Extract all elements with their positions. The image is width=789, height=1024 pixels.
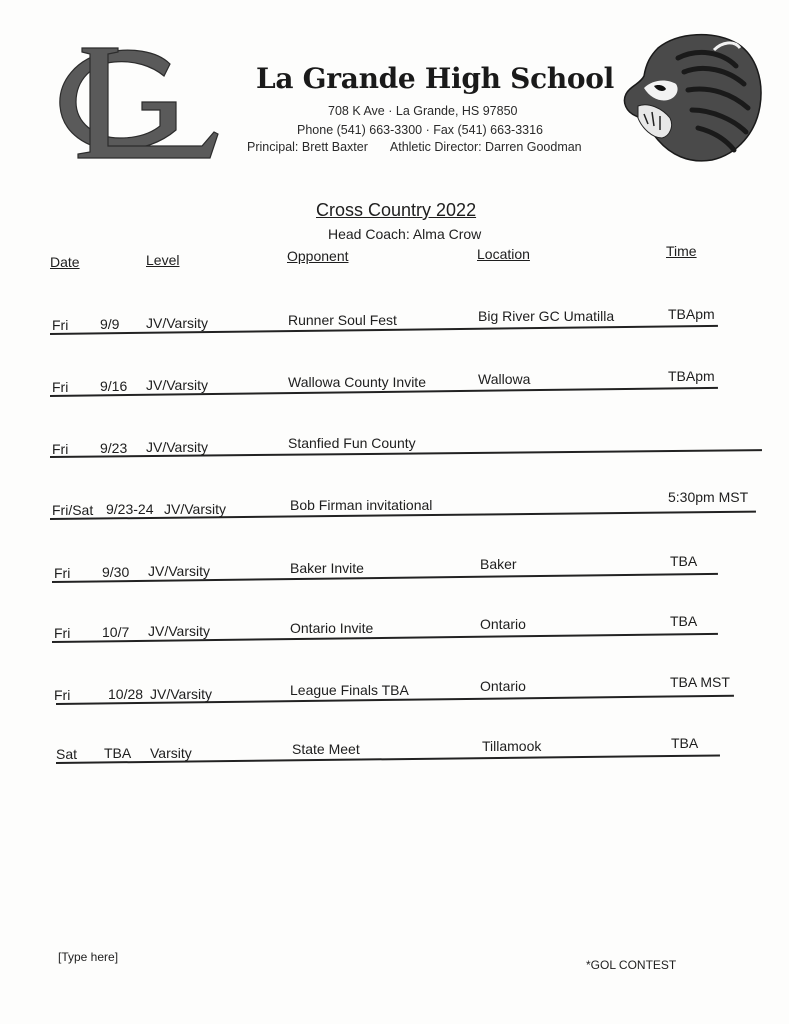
principal: Principal: Brett Baxter bbox=[247, 140, 368, 154]
row-day: Sat bbox=[56, 746, 78, 762]
row-time: TBA bbox=[670, 553, 698, 569]
row-location: Ontario bbox=[480, 678, 526, 694]
row-date: TBA bbox=[104, 745, 132, 761]
row-date: 9/9 bbox=[100, 316, 120, 332]
row-time: TBApm bbox=[668, 368, 715, 384]
row-day: Fri bbox=[52, 441, 69, 457]
row-level: JV/Varsity bbox=[146, 315, 208, 331]
column-header-location: Location bbox=[477, 246, 530, 262]
schedule-row bbox=[0, 489, 789, 522]
row-level: JV/Varsity bbox=[148, 623, 210, 639]
schedule-row bbox=[0, 554, 789, 584]
row-day: Fri bbox=[54, 625, 71, 641]
row-location: Tillamook bbox=[482, 738, 542, 754]
row-level: JV/Varsity bbox=[146, 377, 208, 393]
row-day: Fri bbox=[52, 317, 69, 333]
school-phone: Phone (541) 663-3300 · Fax (541) 663-3316 bbox=[297, 123, 543, 137]
schedule-row bbox=[0, 735, 789, 768]
row-level: JV/Varsity bbox=[150, 686, 212, 702]
schedule-row bbox=[0, 306, 789, 336]
row-time: TBA bbox=[670, 613, 698, 629]
row-level: JV/Varsity bbox=[148, 563, 210, 579]
row-date: 10/7 bbox=[102, 624, 130, 640]
row-date: 9/23-24 bbox=[106, 501, 154, 517]
row-day: Fri bbox=[52, 379, 69, 395]
school-name: La Grande High School bbox=[256, 62, 614, 95]
column-header-level: Level bbox=[146, 252, 180, 268]
row-time: TBA MST bbox=[670, 674, 730, 690]
row-location: Baker bbox=[480, 556, 517, 572]
column-header-date: Date bbox=[50, 254, 80, 270]
row-day: Fri/Sat bbox=[52, 502, 94, 518]
column-header-opponent: Opponent bbox=[287, 248, 349, 264]
row-date: 10/28 bbox=[108, 686, 144, 702]
row-date: 9/16 bbox=[100, 378, 128, 394]
row-time: TBApm bbox=[668, 306, 715, 322]
row-level: JV/Varsity bbox=[146, 439, 208, 455]
school-address: 708 K Ave · La Grande, HS 97850 bbox=[328, 104, 518, 118]
staff-line bbox=[247, 140, 582, 154]
schedule-row bbox=[0, 614, 789, 644]
schedule-row bbox=[0, 676, 789, 706]
gl-logo bbox=[52, 44, 222, 162]
row-opponent: Baker Invite bbox=[290, 560, 364, 576]
footer-note: *GOL CONTEST bbox=[586, 958, 677, 972]
row-day: Fri bbox=[54, 687, 71, 703]
footer-placeholder: [Type here] bbox=[58, 950, 119, 964]
row-opponent: Ontario Invite bbox=[290, 620, 374, 636]
row-level: JV/Varsity bbox=[164, 501, 226, 517]
row-opponent: State Meet bbox=[292, 741, 360, 757]
row-opponent: Wallowa County Invite bbox=[288, 374, 426, 390]
row-location: Ontario bbox=[480, 616, 526, 632]
athletic-director: Athletic Director: Darren Goodman bbox=[389, 140, 582, 154]
row-time: 5:30pm MST bbox=[668, 489, 749, 505]
row-date: 9/30 bbox=[102, 564, 130, 580]
row-day: Fri bbox=[54, 565, 71, 581]
row-opponent: Runner Soul Fest bbox=[288, 312, 397, 328]
row-location: Big River GC Umatilla bbox=[478, 308, 615, 324]
row-date: 9/23 bbox=[100, 440, 128, 456]
row-level: Varsity bbox=[150, 745, 192, 761]
schedule-row bbox=[0, 430, 789, 460]
head-coach: Head Coach: Alma Crow bbox=[328, 226, 482, 242]
schedule-row bbox=[0, 368, 789, 398]
row-time: TBA bbox=[671, 735, 699, 751]
row-opponent: Bob Firman invitational bbox=[290, 497, 433, 513]
column-header-time: Time bbox=[666, 243, 697, 259]
row-opponent: Stanfied Fun County bbox=[288, 435, 416, 451]
schedule-title: Cross Country 2022 bbox=[316, 200, 477, 220]
tiger-head-icon bbox=[618, 28, 764, 164]
row-opponent: League Finals TBA bbox=[290, 682, 409, 698]
row-location: Wallowa bbox=[478, 371, 531, 387]
